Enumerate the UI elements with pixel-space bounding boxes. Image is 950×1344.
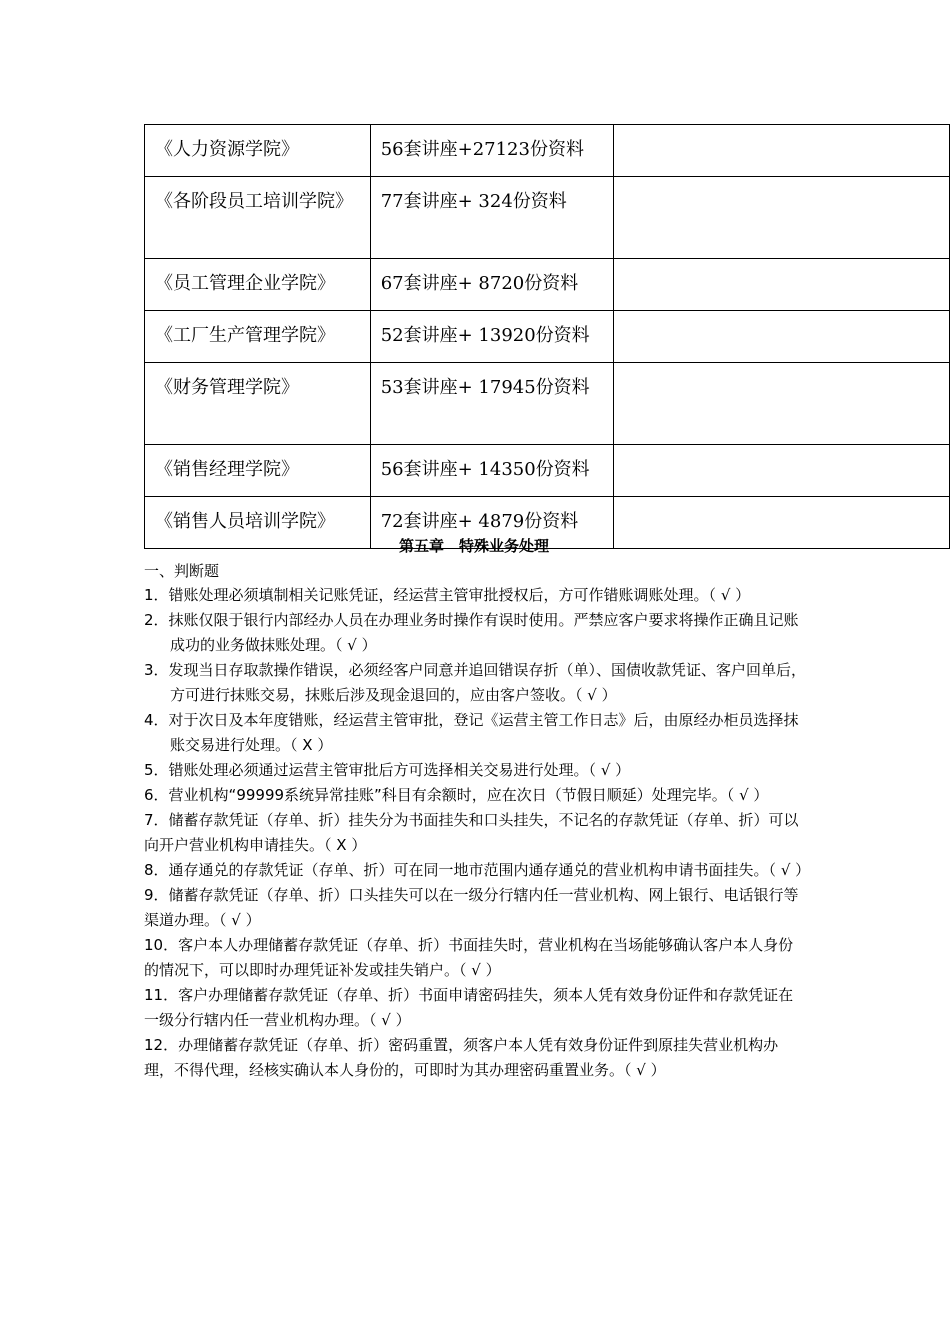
course-content: 53套讲座+ 17945份资料 <box>370 363 614 445</box>
question-item: 12．办理储蓄存款凭证（存单、折）密码重置，须客户本人凭有效身份证件到原挂失营业机构办理，不得代理，经核实确认本人身份的，可即时为其办理密码重置业务。（ √ ） <box>144 1036 779 1079</box>
table-row <box>145 311 950 363</box>
course-note <box>614 445 950 497</box>
course-note <box>614 311 950 363</box>
course-content: 72套讲座+ 4879份资料 <box>370 497 614 549</box>
section-title: 一、判断题 <box>144 562 220 580</box>
course-name: 《员工管理企业学院》 <box>145 259 371 311</box>
course-note <box>614 363 950 445</box>
course-note <box>614 259 950 311</box>
course-name: 《人力资源学院》 <box>145 125 371 177</box>
question-item: 3．发现当日存取款操作错误，必须经客户同意并追回错误存折（单）、国债收款凭证、客户回单后，方可进行抹账交易，抹账后涉及现金退回的，应由客户签收。（ √ ） <box>144 661 807 704</box>
question-item: 5．错账处理必须通过运营主管审批后方可选择相关交易进行处理。（ √ ） <box>144 761 631 779</box>
course-content: 56套讲座+27123份资料 <box>370 125 614 177</box>
course-name: 《财务管理学院》 <box>145 363 371 445</box>
table-row <box>145 445 950 497</box>
course-content: 77套讲座+ 324份资料 <box>370 177 614 259</box>
question-item: 10．客户本人办理储蓄存款凭证（存单、折）书面挂失时，营业机构在当场能够确认客户本人身份的情况下，可以即时办理凭证补发或挂失销户。（ √ ） <box>144 936 794 979</box>
table-row <box>145 259 950 311</box>
course-content: 56套讲座+ 14350份资料 <box>370 445 614 497</box>
chapter-title: 第五章 特殊业务处理 <box>398 537 549 555</box>
course-table <box>144 124 950 549</box>
question-list <box>144 583 811 1083</box>
question-item: 6．营业机构“99999系统异常挂账”科目有余额时，应在次日（节假日顺延）处理完毕。（ √ ） <box>144 786 769 804</box>
course-note <box>614 177 950 259</box>
question-item: 4．对于次日及本年度错账，经运营主管审批，登记《运营主管工作日志》后，由原经办柜员选择抹账交易进行处理。（ X ） <box>144 711 799 754</box>
question-item: 7．储蓄存款凭证（存单、折）挂失分为书面挂失和口头挂失，不记名的存款凭证（存单、折）可以向开户营业机构申请挂失。（ X ） <box>144 811 799 854</box>
question-item: 1．错账处理必须填制相关记账凭证，经运营主管审批授权后，方可作错账调账处理。（ √ ） <box>144 586 751 604</box>
question-item: 9．储蓄存款凭证（存单、折）口头挂失可以在一级分行辖内任一营业机构、网上银行、电话银行等渠道办理。（ √ ） <box>144 886 799 929</box>
table-row <box>145 363 950 445</box>
course-name: 《工厂生产管理学院》 <box>145 311 371 363</box>
question-item: 2．抹账仅限于银行内部经办人员在办理业务时操作有误时使用。严禁应客户要求将操作正确且记账成功的业务做抹账处理。（ √ ） <box>144 611 799 654</box>
table-row <box>145 125 950 177</box>
course-name: 《销售人员培训学院》 <box>145 497 371 549</box>
question-item: 11．客户办理储蓄存款凭证（存单、折）书面申请密码挂失，须本人凭有效身份证件和存款凭证在一级分行辖内任一营业机构办理。（ √ ） <box>144 986 794 1029</box>
course-name: 《销售经理学院》 <box>145 445 371 497</box>
course-content: 52套讲座+ 13920份资料 <box>370 311 614 363</box>
course-name: 《各阶段员工培训学院》 <box>145 177 371 259</box>
question-item: 8．通存通兑的存款凭证（存单、折）可在同一地市范围内通存通兑的营业机构申请书面挂失。（ √ ） <box>144 861 811 879</box>
table-row <box>145 177 950 259</box>
course-note <box>614 125 950 177</box>
course-content: 67套讲座+ 8720份资料 <box>370 259 614 311</box>
